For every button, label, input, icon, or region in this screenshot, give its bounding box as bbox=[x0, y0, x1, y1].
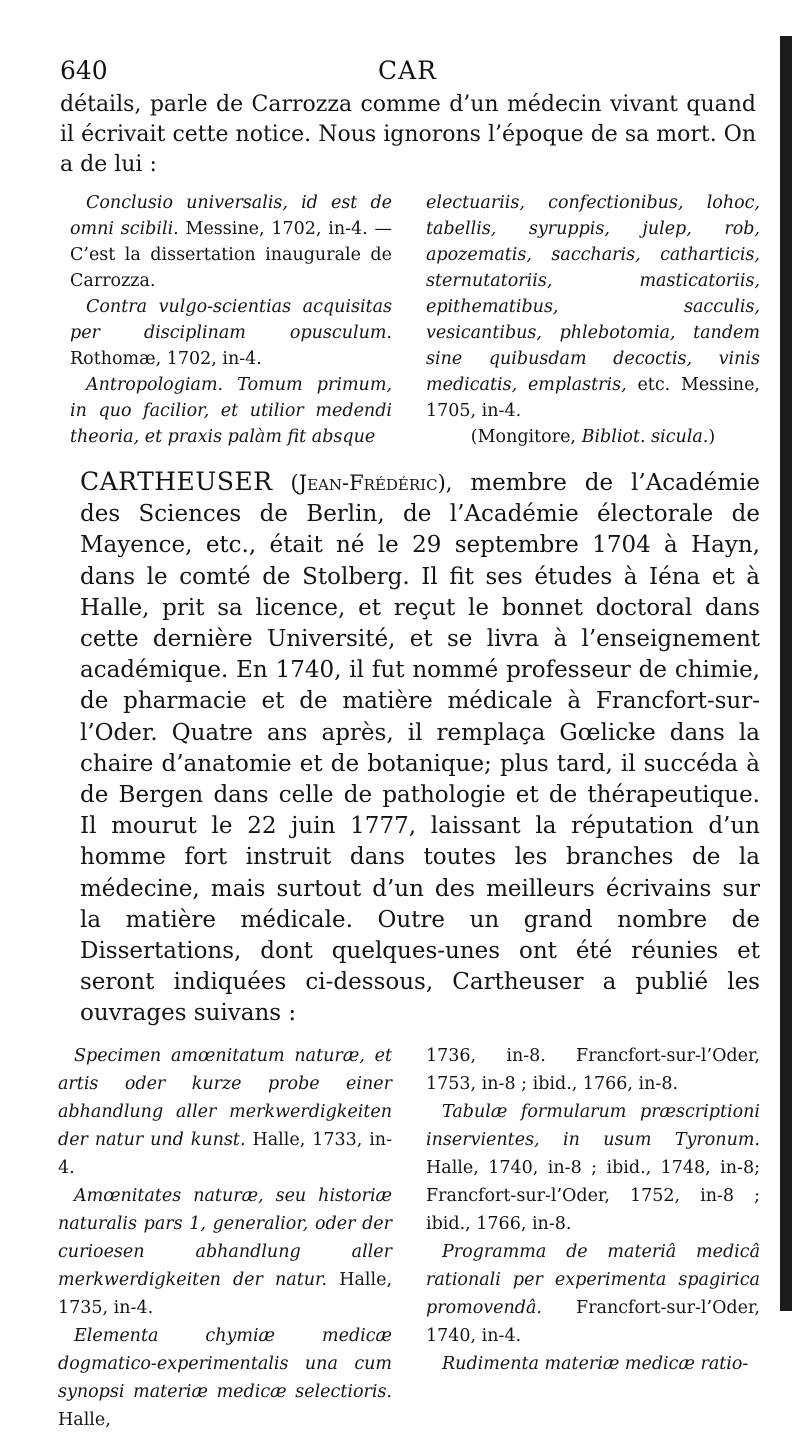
work-title: Rudimenta materiæ medicæ ratio- bbox=[442, 1353, 749, 1374]
article-text bbox=[80, 466, 760, 1030]
work-title: Tabulæ formularum præscriptioni inservientes, in usum Tyronum. bbox=[426, 1101, 760, 1150]
work-details: Halle, 1740, in-8 ; ibid., 1748, in-8; Francfort-sur-l’Oder, 1752, in-8 ; ibid., 1766, in-8. bbox=[426, 1157, 760, 1234]
work-details: etc. Messine, 1705, in-4. bbox=[426, 375, 760, 421]
work-details: Francfort-sur-l’Oder, 1740, in-4. bbox=[426, 1297, 760, 1346]
work-title: Antropologiam. Tomum primum, in quo facilior, et utilior medendi theoria, et praxis palàm fit absque bbox=[70, 375, 392, 447]
work-entry bbox=[426, 1098, 760, 1238]
source-citation: (Mongitore, Bibliot. sicula.) bbox=[470, 427, 716, 447]
work-entry bbox=[58, 1182, 392, 1322]
work-details: Halle, bbox=[58, 1409, 111, 1430]
work-title: Amœnitates naturæ, seu historiæ naturalis pars 1, generalior, oder der curioesen abhandlung aller merkwerdigkeiten der natur. bbox=[58, 1185, 392, 1290]
work-title: Conclusio universalis, id est de omni scibili. bbox=[70, 193, 392, 239]
book-page bbox=[48, 52, 761, 1430]
work-entry bbox=[70, 190, 392, 294]
previous-entry-continuation: détails, parle de Carrozza comme d’un médecin vivant quand il écrivait cette notice. Nous ignorons l’époque de sa mort. On a de lui : bbox=[60, 92, 756, 177]
work-title: Specimen amœnitatum naturæ, et artis oder kurze probe einer abhandlung aller merkwerdigkeiten der natur und kunst. bbox=[58, 1045, 392, 1150]
work-title: Elementa chymiæ medicæ dogmatico-experimentalis una cum synopsi materiæ medicæ selectioris. bbox=[58, 1325, 392, 1402]
page-number: 640 bbox=[60, 56, 108, 85]
work-entry bbox=[70, 372, 392, 450]
work-entry bbox=[58, 1322, 392, 1434]
work-details: Halle, 1735, in-4. bbox=[58, 1269, 393, 1318]
running-head: CAR bbox=[378, 56, 438, 85]
works-column-left bbox=[58, 1042, 392, 1434]
article-headword: CARTHEUSER bbox=[80, 467, 273, 496]
work-entry bbox=[426, 1238, 760, 1350]
work-title: electuariis, confectionibus, lohoc, tabellis, syruppis, julep, rob, apozematis, saccharis, catharticis, sternutatoriis, masticatoriis, epithematibus, sacculis, vesicantibus, phlebotomia, tandem sine quibusdam decoctis, vinis medicatis, emplastris, bbox=[426, 193, 760, 395]
work-title: Contra vulgo-scientias acquisitas per disciplinam opusculum. bbox=[70, 297, 392, 343]
article-body: membre de l’Académie des Sciences de Berlin, de l’Académie électorale de Mayence, etc., était né le 29 septembre 1704 à Hayn, dans le comté de Stolberg. Il fit ses études à Iéna et à Halle, prit sa licence, et reçut le bonnet doctoral dans cette dernière Université, et se livra à l’enseignement académique. En 1740, il fut nommé professeur de chimie, de pharmacie et de matière médicale à Francfort-sur-l’Oder. Quatre ans après, il remplaça Gœlicke dans la chaire d’anatomie et de botanique; plus tard, il succéda à de Bergen dans celle de pathologie et de thérapeutique. Il mourut le 22 juin 1777, laissant la réputation d’un homme fort instruit dans toutes les branches de la médecine, mais surtout d’un des meilleurs écrivains sur la matière médicale. Outre un grand nombre de Dissertations, dont quelques-unes ont été réunies et seront indiquées ci-dessous, Cartheuser a publié les ouvrages suivans : bbox=[80, 470, 761, 1027]
works-list-bottom bbox=[48, 1042, 760, 1434]
article-forename: (Jean-Frédéric), bbox=[290, 471, 453, 495]
works-list-top bbox=[48, 190, 760, 450]
work-entry bbox=[58, 1042, 392, 1182]
page-header bbox=[48, 52, 760, 90]
work-entry bbox=[426, 1350, 760, 1378]
work-entry-continuation bbox=[426, 1042, 760, 1098]
work-entry-continuation bbox=[426, 190, 760, 424]
work-details: Halle, 1733, in-4. bbox=[58, 1129, 392, 1178]
work-title: Programma de materiâ medicâ rationali per experimenta spagirica promovendâ. bbox=[426, 1241, 760, 1318]
biography-article bbox=[48, 466, 760, 1030]
works-column-right bbox=[426, 190, 760, 450]
work-details: Messine, 1702, in-4. — C’est la dissertation inaugurale de Carrozza. bbox=[70, 219, 392, 291]
work-entry bbox=[70, 294, 392, 372]
works-column-left bbox=[48, 190, 392, 450]
scan-edge-shadow bbox=[780, 36, 792, 1311]
works-column-right bbox=[426, 1042, 760, 1434]
work-details: 1736, in-8. Francfort-sur-l’Oder, 1753, in-8 ; ibid., 1766, in-8. bbox=[426, 1045, 760, 1094]
work-details: Rothomæ, 1702, in-4. bbox=[70, 349, 262, 369]
